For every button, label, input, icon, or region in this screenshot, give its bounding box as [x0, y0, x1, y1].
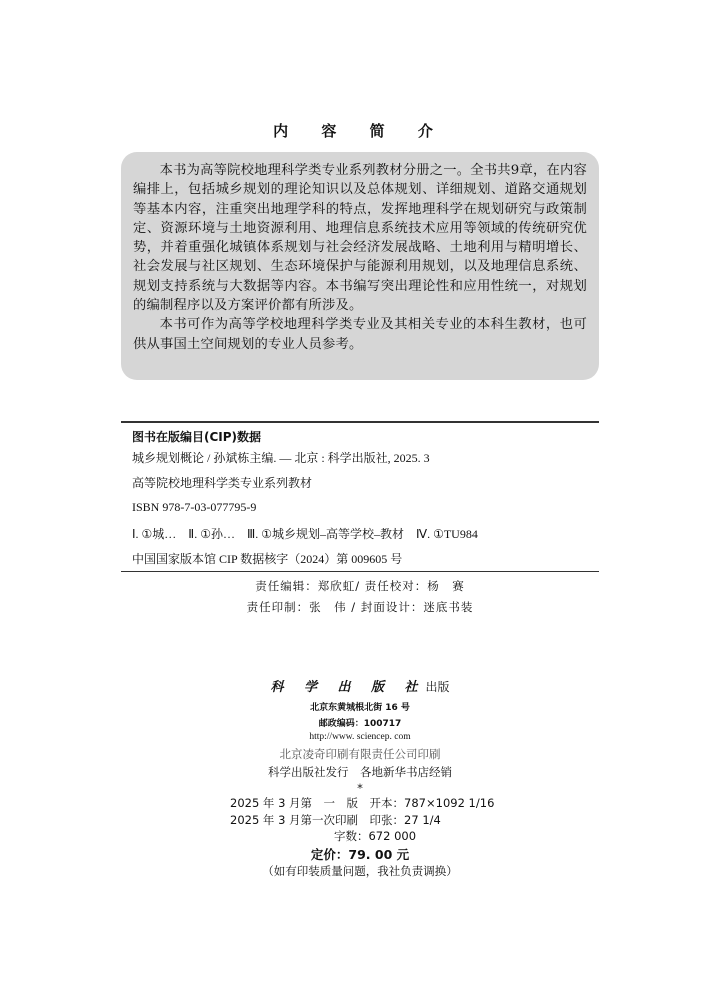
cip-line-title: 城乡规划概论 / 孙斌栋主编. — 北京 : 科学出版社, 2025. 3: [132, 451, 430, 465]
publisher-url: http://www. sciencep. com: [309, 732, 411, 742]
cip-bottom-rule: [121, 571, 599, 572]
printer-line: 北京凌奇印刷有限责任公司印刷: [279, 747, 441, 761]
page-title: 内 容 简 介: [273, 122, 447, 140]
editor-credits: 责任编辑：郑欣虹/ 责任校对：杨 赛: [255, 579, 465, 593]
quality-notice: （如有印装质量问题，我社负责调换）: [262, 864, 458, 878]
publisher-address: 北京东黄城根北街 16 号: [310, 703, 410, 713]
publisher-line: [0, 676, 720, 695]
word-count: 字数：672 000: [333, 829, 417, 843]
publisher-postcode: 邮政编码：100717: [318, 719, 402, 729]
production-credits: 责任印制：张 伟 / 封面设计：迷底书装: [246, 600, 474, 614]
summary-paragraph-2: 本书可作为高等学校地理科学类专业及其相关专业的本科生教材，也可供从事国土空间规划的专业人员参考。: [133, 317, 587, 352]
publisher-suffix: 出版: [425, 680, 450, 694]
distribution-line: 科学出版社发行 各地新华书店经销: [268, 765, 452, 779]
price: 定价：79. 00 元: [310, 847, 410, 862]
cip-line-record: 中国国家版本馆 CIP 数据核字（2024）第 009605 号: [132, 552, 403, 566]
edition-line: 2025 年 3 月第 一 版 开本：787×1092 1/16: [230, 796, 495, 810]
printing-line: 2025 年 3 月第一次印刷 印张：27 1/4: [230, 813, 441, 827]
separator-star: *: [357, 781, 363, 795]
cip-heading: 图书在版编目(CIP)数据: [132, 430, 262, 444]
summary-paragraph-1: 本书为高等院校地理科学类专业系列教材分册之一。全书共9章，在内容编排上，包括城乡规划的理论知识以及总体规划、详细规划、道路交通规划等基本内容，注重突出地理学科的特点，发挥地理科学在规划研究与政策制定、资源环境与土地资源利用、地理信息系统技术应用等领域的传统研究优势，并着重强化城镇体系规划与社会经济发展战略、土地利用与精明增长、社会发展与社区规划、生态环境保护与能源利用规划，以及地理信息系统、规划支持系统与大数据等内容。本书编写突出理论性和应用性统一，对规划的编制程序以及方案评价都有所涉及。: [133, 163, 587, 314]
cip-line-series: 高等院校地理科学类专业系列教材: [132, 476, 313, 490]
cip-line-classification: Ⅰ. ①城… Ⅱ. ①孙… Ⅲ. ①城乡规划–高等学校–教材 Ⅳ. ①TU984: [132, 527, 478, 541]
publisher-name: 科 学 出 版 社: [270, 680, 426, 695]
cip-line-isbn: ISBN 978-7-03-077795-9: [132, 500, 257, 514]
cip-top-rule: [121, 421, 599, 423]
summary-box: [121, 152, 599, 380]
